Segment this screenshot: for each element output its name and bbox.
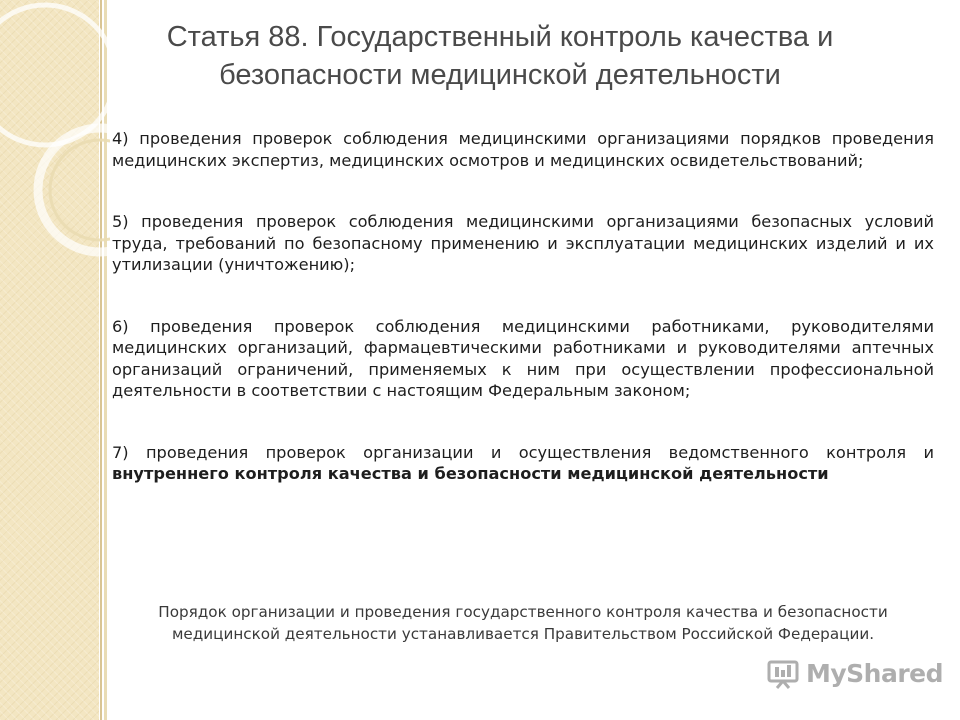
decorative-side-panel	[0, 0, 99, 720]
paragraph-item-7	[112, 442, 934, 485]
slide-title-line-1: Статья 88. Государственный контроль качества и	[166, 21, 834, 53]
slide-title	[150, 18, 850, 94]
watermark	[766, 655, 943, 691]
paragraph-item-7-bold-text: внутреннего контроля качества и безопасности медицинской деятельности	[112, 464, 829, 483]
slide-body	[112, 128, 934, 525]
watermark-text: MyShared	[806, 658, 944, 688]
paragraph-item-6: 6) проведения проверок соблюдения медицинскими работниками, руководителями медицинских организаций, фармацевтическими работниками и руководителями аптечных организаций ограничений, применяемых к ним при осуществлении профессиональной деятельности в соответствии с настоящим Федеральным законом;	[112, 316, 934, 400]
slide-title-line-2: безопасности медицинской деятельности	[219, 59, 781, 91]
closing-note: Порядок организации и проведения государственного контроля качества и безопасности медицинской деятельности устанавливается Правительством Российской Федерации.	[158, 603, 888, 643]
side-divider-line-light	[104, 0, 107, 720]
paragraph-item-5: 5) проведения проверок соблюдения медицинскими организациями безопасных условий труда, требований по безопасному применению и эксплуатации медицинских изделий и их утилизации (уничтожению);	[112, 212, 934, 274]
side-divider-line	[100, 0, 102, 720]
presentation-board-icon	[766, 656, 800, 690]
paragraph-item-4: 4) проведения проверок соблюдения медицинскими организациями порядков проведения медицинских экспертиз, медицинских осмотров и медицинских освидетельствований;	[112, 129, 934, 170]
paragraph-item-7-text: 7) проведения проверок организации и осуществления ведомственного контроля и	[112, 442, 934, 462]
